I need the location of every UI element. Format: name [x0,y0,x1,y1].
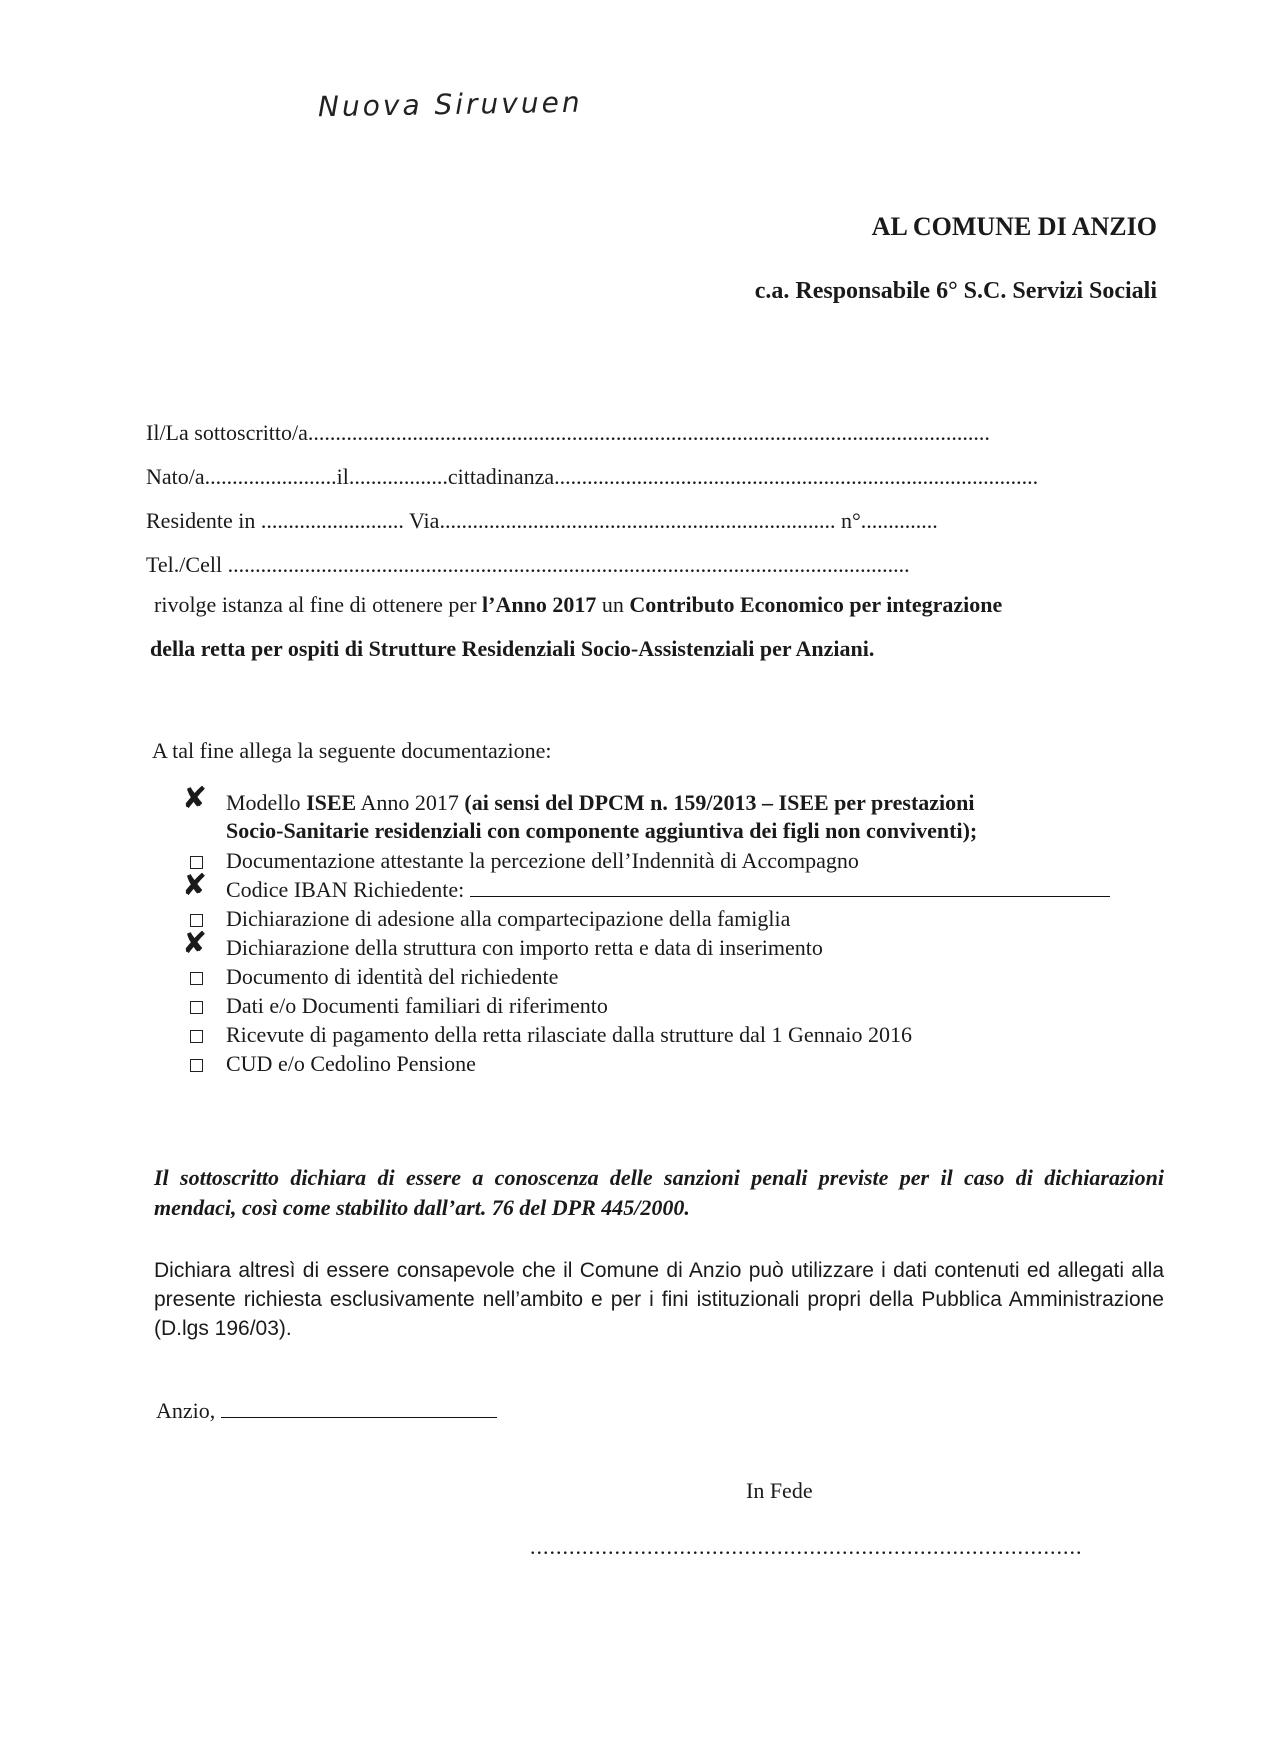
doc-label: Dati e/o Documenti familiari di riferimento [226,993,608,1018]
checkmark-x-icon[interactable]: ✘ [182,926,208,961]
request-line-2 [150,636,874,662]
doc-label-sub: Socio-Sanitarie residenziali con componente aggiuntiva dei figli non conviventi); [226,818,978,843]
number-field[interactable]: .............. [860,508,938,533]
documents-checklist [182,781,1170,1080]
doc-label: Codice IBAN Richiedente: [226,877,465,902]
citizenship-label: cittadinanza [447,464,555,489]
doc-item-familiari [190,993,1170,1022]
number-label: n° [840,508,861,533]
residence-label: Residente in [146,508,256,533]
doc-item-accompagno [190,848,1170,877]
phone-label: Tel./Cell [146,552,223,577]
in-fede-label: In Fede [746,1478,813,1503]
doc-label: Documento di identità del richiedente [226,964,559,989]
attachments-intro: A tal fine allega la seguente documentazione: [152,738,552,763]
doc-item-adesione [190,906,1170,935]
checkmark-x-icon[interactable]: ✘ [182,868,208,903]
date-label: il [336,464,349,489]
doc-item-struttura [182,926,1170,964]
doc-label: CUD e/o Cedolino Pensione [226,1051,476,1076]
doc-label-bold: ISEE [306,790,357,815]
birth-field-line [146,464,1038,490]
street-field[interactable]: ........................................................................ [439,508,836,533]
doc-label: Documentazione attestante la percezione dell’Indennità di Accompagno [226,848,859,873]
handwritten-note: Nuova Siruvuen [317,85,583,124]
phone-field[interactable]: ............................................................................................................................ [227,552,910,577]
place-date-line [156,1398,497,1424]
residence-field[interactable]: .......................... [260,508,404,533]
checkbox-empty[interactable] [190,972,203,985]
request-text-2: un [596,592,630,617]
checkbox-empty[interactable] [190,1001,203,1014]
doc-label: Dichiarazione di adesione alla compartecipazione della famiglia [226,906,791,931]
doc-label: Modello [226,790,307,815]
residence-field-line [146,508,938,534]
doc-item-iban [182,868,1170,906]
street-label: Via [408,508,440,533]
request-subject: Contributo Economico per integrazione [629,592,1003,617]
request-line-1 [154,592,1002,618]
doc-label: Ricevute di pagamento della retta rilasciate dalla strutture dal 1 Gennaio 2016 [226,1022,913,1047]
born-label: Nato/a [146,464,205,489]
doc-item-ricevute [190,1022,1170,1051]
doc-item-isee [182,781,1170,848]
birthdate-field[interactable]: .................. [348,464,448,489]
place-label: Anzio, [156,1398,216,1423]
iban-field[interactable] [470,896,1110,897]
name-label: Il/La sottoscritto/a [146,420,308,445]
signature-field[interactable]: ..................................................................................... [530,1534,1083,1559]
checkbox-empty[interactable] [190,1059,203,1072]
addressee-subtitle: c.a. Responsabile 6° S.C. Servizi Sociali [754,278,1157,304]
citizenship-field[interactable]: ........................................................................................ [554,464,1039,489]
checkbox-empty[interactable] [190,1030,203,1043]
phone-field-line [146,552,910,578]
checkmark-x-icon[interactable]: ✘ [182,781,208,816]
date-field[interactable] [221,1417,497,1418]
birthplace-field[interactable]: ........................ [204,464,337,489]
declaration-text: Il sottoscritto dichiara di essere a conoscenza delle sanzioni penali previste per il caso di dichiarazioni mendaci, così come stabilito dall’art. 76 del DPR 445/2000. [154,1165,1164,1220]
request-subject-cont: della retta per ospiti di Strutture Residenziali Socio-Assistenziali per Anziani. [150,636,875,661]
request-year: l’Anno 2017 [482,592,597,617]
doc-item-cud [190,1051,1170,1080]
doc-item-identita [190,964,1170,993]
request-text: rivolge istanza al fine di ottenere per [154,592,483,617]
doc-label-rest: Anno 2017 [356,790,465,815]
name-field-line [146,420,990,446]
privacy-text: Dichiara altresì di essere consapevole che il Comune di Anzio può utilizzare i dati contenuti ed allegati alla presente richiesta esclusivamente nell’ambito e per i fini istituzionali propri della Pubblica Amministrazione (D.lgs 196/03). [154,1259,1164,1340]
doc-label: Dichiarazione della struttura con importo retta e data di inserimento [226,935,823,960]
doc-label-bold-2: (ai sensi del DPCM n. 159/2013 – ISEE per prestazioni [464,790,975,815]
addressee-title: AL COMUNE DI ANZIO [871,212,1157,241]
name-field[interactable]: ............................................................................................................................ [307,420,990,445]
